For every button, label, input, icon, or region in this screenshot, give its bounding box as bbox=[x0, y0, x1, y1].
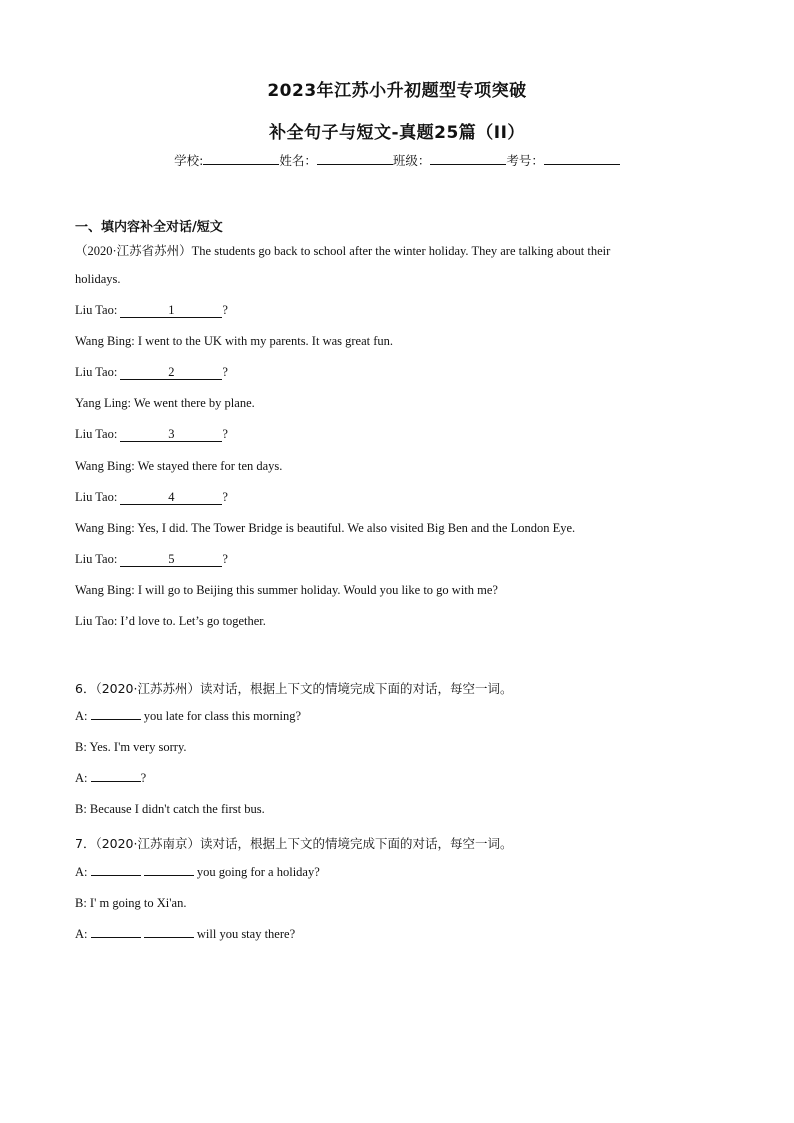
dialogue-text: Liu Tao: bbox=[75, 427, 121, 441]
page-title: 2023年江苏小升初题型专项突破 bbox=[267, 81, 527, 101]
dialogue-line bbox=[75, 490, 228, 505]
question-mark: ? bbox=[222, 490, 228, 504]
line-text: A: bbox=[75, 771, 91, 785]
student-info-row bbox=[0, 151, 794, 169]
answer-blank-1[interactable]: 1 bbox=[120, 304, 222, 318]
line-text: A: bbox=[75, 865, 91, 879]
dialogue-text: Liu Tao: bbox=[75, 552, 121, 566]
answer-blank-2[interactable]: 2 bbox=[120, 366, 222, 380]
dialogue-text: Liu Tao: bbox=[75, 365, 121, 379]
answer-blank[interactable] bbox=[91, 719, 141, 720]
dialogue-line bbox=[75, 552, 228, 567]
dialogue-line bbox=[75, 365, 228, 380]
page-subtitle: 补全句子与短文-真题25篇（II） bbox=[269, 123, 525, 143]
dialogue-text: Liu Tao: bbox=[75, 303, 121, 317]
dialogue-text: Wang Bing: We stayed there for ten days. bbox=[75, 459, 283, 473]
line-text: A: bbox=[75, 709, 91, 723]
q6-line bbox=[75, 709, 301, 724]
class-label: 班级： bbox=[392, 153, 431, 168]
q6-line bbox=[75, 740, 187, 755]
dialogue-line bbox=[75, 334, 393, 349]
answer-blank[interactable] bbox=[144, 875, 194, 876]
passage-intro-cont: holidays. bbox=[75, 272, 121, 286]
dialogue-line bbox=[75, 303, 228, 318]
dialogue-text: Yang Ling: We went there by plane. bbox=[75, 396, 255, 410]
exam-no-label: 考号： bbox=[506, 153, 544, 168]
school-field[interactable] bbox=[203, 152, 279, 165]
line-text: A: bbox=[75, 927, 91, 941]
dialogue-line bbox=[75, 583, 498, 598]
q6-line bbox=[75, 802, 265, 817]
answer-blank-3[interactable]: 3 bbox=[120, 428, 222, 442]
q7-line bbox=[75, 865, 320, 880]
question-mark: ? bbox=[222, 427, 228, 441]
dialogue-text: Liu Tao: bbox=[75, 490, 121, 504]
answer-blank-4[interactable]: 4 bbox=[120, 491, 222, 505]
answer-blank[interactable] bbox=[91, 937, 141, 938]
name-label: 姓名： bbox=[279, 153, 317, 168]
dialogue-line bbox=[75, 427, 228, 442]
line-text: ? bbox=[140, 771, 147, 785]
answer-blank[interactable] bbox=[91, 875, 141, 876]
dialogue-text: Wang Bing: I will go to Beijing this summer holiday. Would you like to go with me? bbox=[75, 583, 498, 597]
answer-blank[interactable] bbox=[144, 937, 194, 938]
q6-line bbox=[75, 771, 146, 786]
section-heading: 一、填内容补全对话/短文 bbox=[75, 220, 223, 235]
line-text: B: I' m going to Xi'an. bbox=[75, 896, 187, 910]
line-text: will you stay there? bbox=[193, 927, 296, 941]
answer-blank-5[interactable]: 5 bbox=[120, 553, 222, 567]
line-text: you going for a holiday? bbox=[193, 865, 320, 879]
line-text: you late for class this morning? bbox=[140, 709, 302, 723]
passage-intro: （2020·江苏省苏州）The students go back to school after the winter holiday. They are talking about their bbox=[75, 244, 611, 258]
class-field[interactable] bbox=[430, 152, 506, 165]
answer-blank[interactable] bbox=[91, 781, 141, 782]
dialogue-text: Liu Tao: I’d love to. Let’s go together. bbox=[75, 614, 266, 628]
q7-line bbox=[75, 927, 295, 942]
question-6-stem: 6．（2020·江苏苏州）读对话，根据上下文的情境完成下面的对话，每空一词。 bbox=[75, 681, 513, 696]
dialogue-line bbox=[75, 396, 255, 411]
dialogue-line bbox=[75, 614, 266, 629]
question-mark: ? bbox=[222, 303, 228, 317]
exam-no-field[interactable] bbox=[544, 152, 620, 165]
question-mark: ? bbox=[222, 552, 228, 566]
dialogue-line bbox=[75, 521, 575, 536]
school-label: 学校: bbox=[174, 153, 204, 168]
line-text: B: Because I didn't catch the first bus. bbox=[75, 802, 265, 816]
question-mark: ? bbox=[222, 365, 228, 379]
line-text: B: Yes. I'm very sorry. bbox=[75, 740, 187, 754]
dialogue-text: Wang Bing: I went to the UK with my parents. It was great fun. bbox=[75, 334, 394, 348]
dialogue-text: Wang Bing: Yes, I did. The Tower Bridge is beautiful. We also visited Big Ben and the London Eye. bbox=[75, 521, 576, 535]
q7-line bbox=[75, 896, 186, 911]
dialogue-line bbox=[75, 459, 282, 474]
question-7-stem: 7．（2020·江苏南京）读对话，根据上下文的情境完成下面的对话，每空一词。 bbox=[75, 836, 513, 851]
name-field[interactable] bbox=[317, 152, 393, 165]
